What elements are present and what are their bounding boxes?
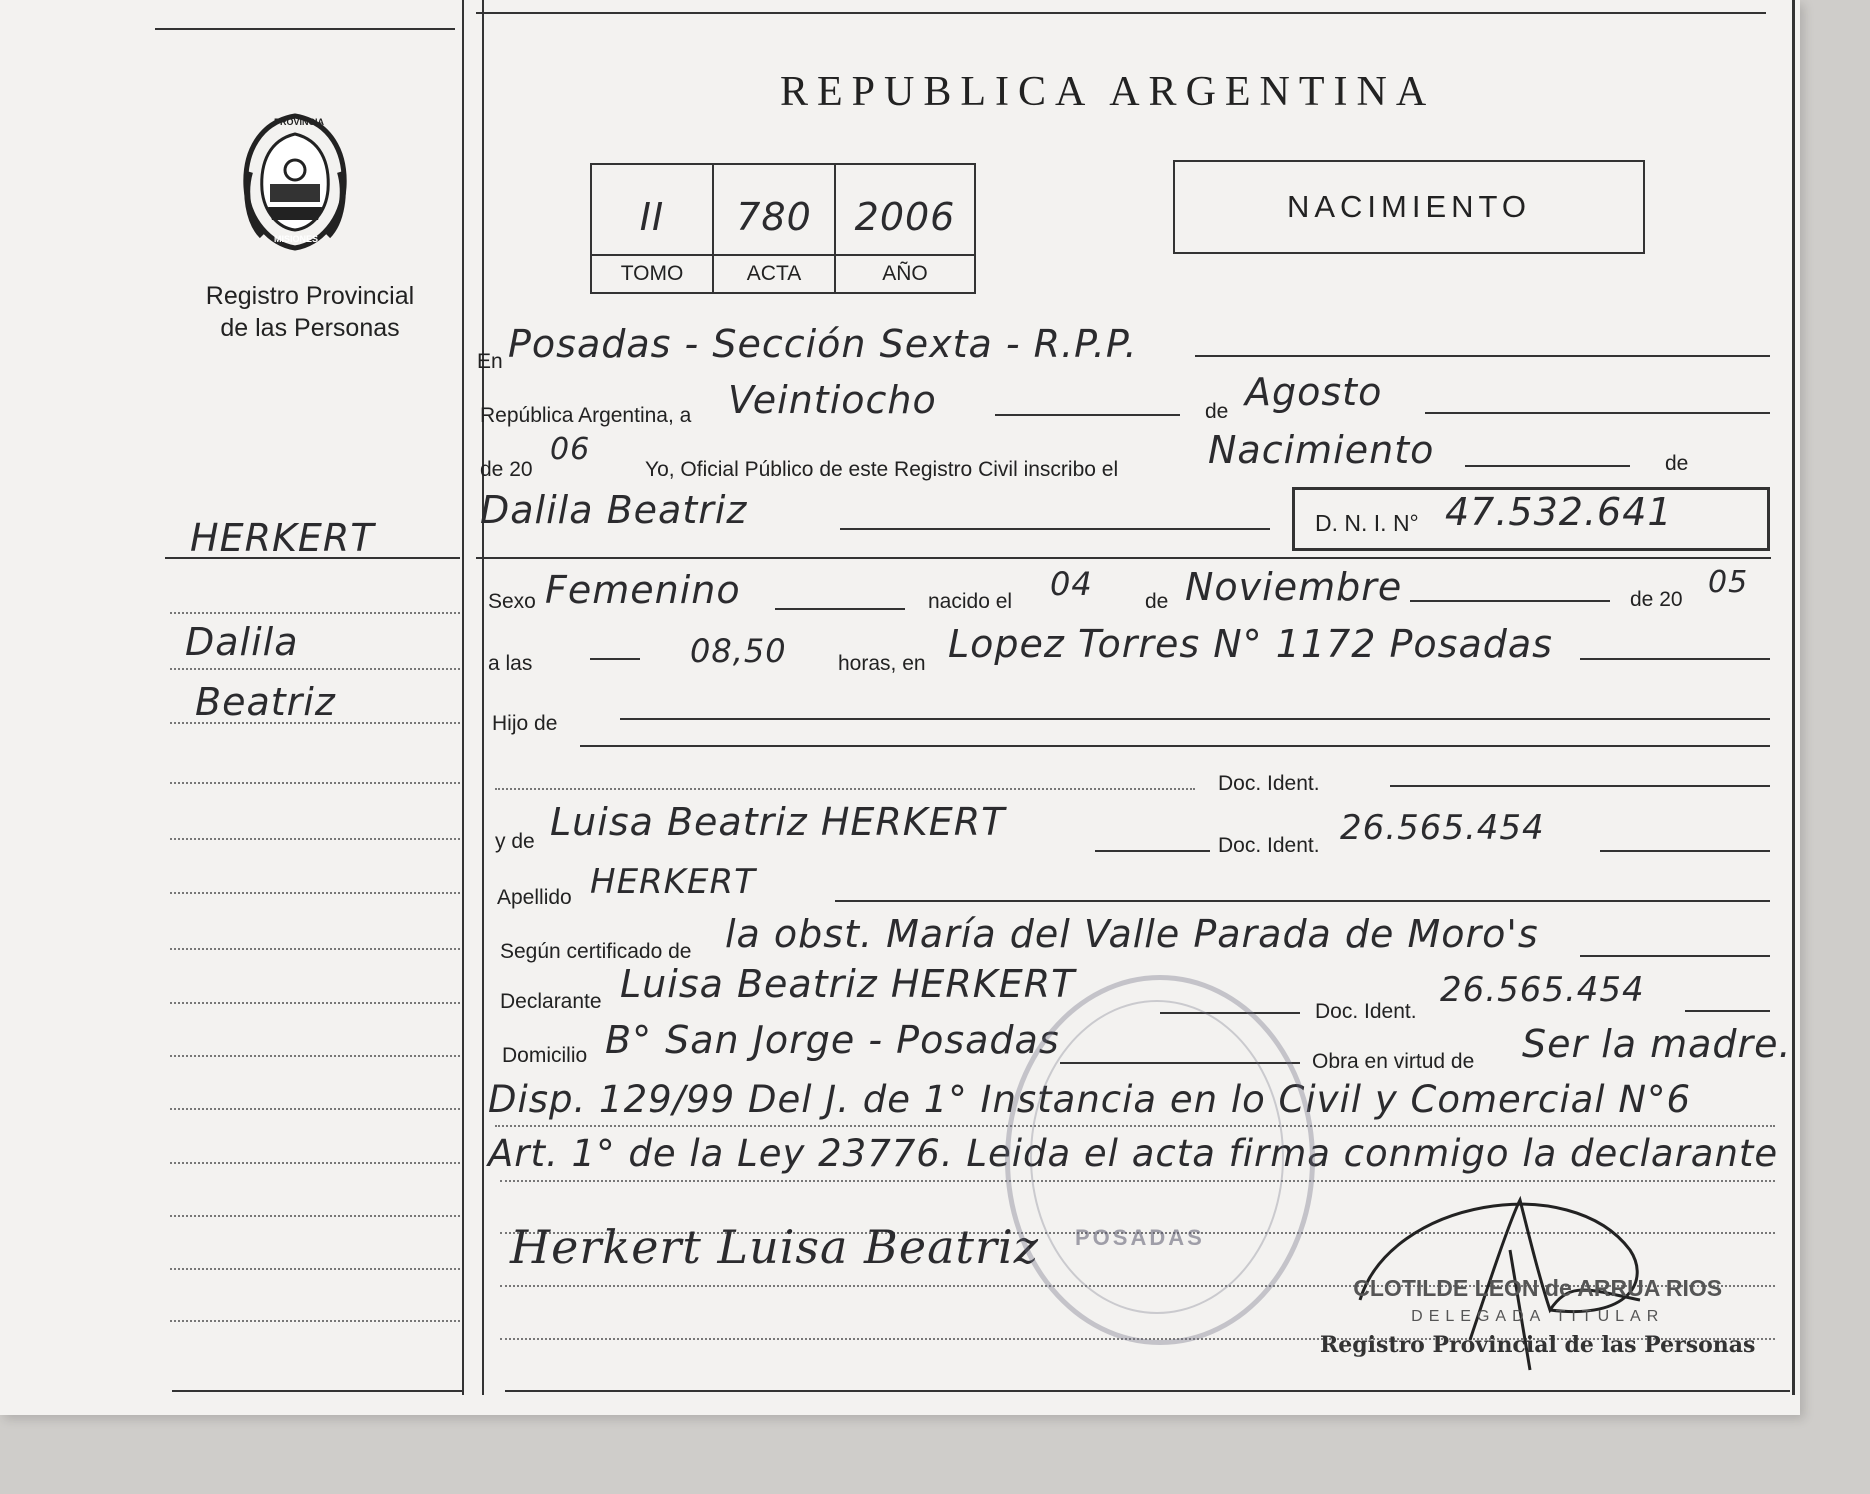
line9-rule-a	[1095, 850, 1210, 852]
seal-bottom-text: MISIONES	[274, 234, 319, 244]
margin-surname: HERKERT	[190, 516, 375, 560]
acta-value: 780	[736, 195, 812, 239]
line8-rule	[1390, 785, 1770, 787]
official-name: CLOTILDE LEON de ARRUA RIOS	[1353, 1275, 1723, 1301]
month-value: Agosto	[1245, 370, 1383, 414]
dni-value: 47.532.641	[1445, 490, 1673, 534]
day-value: Veintiocho	[728, 378, 937, 422]
main-left-border	[482, 0, 484, 1395]
province-seal-icon	[240, 112, 350, 252]
registry-number-box	[590, 163, 976, 294]
section-rule	[476, 557, 1771, 559]
line10-rule	[835, 900, 1770, 902]
hijo-rule-b	[580, 745, 1770, 747]
registry-name	[180, 280, 440, 344]
record-type-box: NACIMIENTO	[1173, 160, 1645, 254]
domicilio-value: B° San Jorge - Posadas	[605, 1018, 1060, 1062]
official-stamp-inner	[1030, 1000, 1284, 1314]
main-bottom-rule	[505, 1390, 1790, 1392]
acta-cell	[714, 165, 836, 292]
margin-surname-rule	[165, 557, 460, 559]
birth-day: 04	[1050, 565, 1093, 603]
dni-box	[1292, 487, 1770, 551]
margin-top-rule	[155, 28, 455, 30]
docident-label3: Doc. Ident.	[1315, 1000, 1417, 1023]
line6-rule-a	[590, 658, 640, 660]
line12-rule-b	[1685, 1010, 1770, 1012]
official-title: DELEGADA TITULAR	[1411, 1308, 1665, 1325]
obra-label: Obra en virtud de	[1312, 1050, 1475, 1073]
de20-label2: de 20	[1630, 588, 1683, 611]
birth-month: Noviembre	[1185, 565, 1403, 609]
place-value: Lopez Torres N° 1172 Posadas	[948, 622, 1553, 666]
republica-label: República Argentina, a	[480, 404, 692, 427]
official-stamp-block	[1320, 1275, 1755, 1358]
obra-value: Ser la madre.	[1522, 1022, 1792, 1066]
anio-value: 2006	[854, 195, 956, 239]
main-top-rule	[476, 12, 1766, 14]
de-label2: de	[1665, 452, 1689, 475]
province-seal	[240, 112, 350, 252]
nacido-label: nacido el	[928, 590, 1013, 613]
anio-cell	[836, 165, 974, 292]
person-value: Dalila Beatriz	[480, 488, 748, 532]
tomo-value: II	[639, 195, 665, 239]
line5-rule-a	[775, 608, 905, 610]
year-value: 06	[550, 432, 591, 467]
hijo-label: Hijo de	[492, 712, 558, 735]
margin-name1: Dalila	[185, 620, 299, 664]
line5-rule-b	[1410, 600, 1610, 602]
country-title: REPUBLICA ARGENTINA	[780, 69, 1436, 115]
inscribe-value: Nacimiento	[1208, 428, 1435, 472]
line6-rule-b	[1580, 658, 1770, 660]
apellido-label: Apellido	[497, 886, 572, 909]
line1-rule	[1195, 355, 1770, 357]
mother-value: Luisa Beatriz HERKERT	[550, 800, 1006, 844]
en-value: Posadas - Sección Sexta - R.P.P.	[508, 322, 1138, 366]
note-line1: Disp. 129/99 Del J. de 1° Instancia en lo Civil y Comercial N°6	[488, 1078, 1692, 1121]
de-label: de	[1205, 400, 1229, 423]
hour-value: 08,50	[690, 632, 787, 670]
docident-label: Doc. Ident.	[1218, 772, 1320, 795]
stamp-text: POSADAS	[1075, 1225, 1205, 1250]
de20-label: de 20	[480, 458, 533, 481]
declarante-label: Declarante	[500, 990, 602, 1013]
registry-name-line1: Registro Provincial	[205, 282, 415, 310]
sexo-label: Sexo	[488, 590, 536, 613]
line11-rule	[1580, 955, 1770, 957]
declarant-signature: Herkert Luisa Beatriz	[510, 1220, 1039, 1274]
domicilio-label: Domicilio	[502, 1044, 588, 1067]
line4-rule	[840, 528, 1270, 530]
seal-top-text: PROVINCIA	[274, 117, 325, 127]
tomo-label: TOMO	[592, 254, 712, 292]
hijo-rule-a	[620, 718, 1770, 720]
apellido-value: HERKERT	[590, 862, 756, 902]
segun-value: la obst. María del Valle Parada de Moro's	[725, 912, 1539, 956]
registry-name-line2: de las Personas	[220, 314, 400, 342]
birth-year: 05	[1708, 565, 1749, 600]
alas-label: a las	[488, 652, 533, 675]
main-right-border	[1792, 0, 1795, 1395]
mother-doc: 26.565.454	[1340, 808, 1545, 848]
line2-rule-a	[995, 414, 1180, 416]
yo-label: Yo, Oficial Público de este Registro Civil inscribo el	[645, 458, 1119, 481]
margin-bottom-rule	[172, 1390, 462, 1392]
line9-rule-b	[1600, 850, 1770, 852]
declarante-value: Luisa Beatriz HERKERT	[620, 962, 1076, 1006]
horas-label: horas, en	[838, 652, 926, 675]
line2-rule-b	[1425, 412, 1770, 414]
sexo-value: Femenino	[545, 568, 741, 612]
note-line2: Art. 1° de la Ley 23776. Leida el acta firma conmigo la declarante	[488, 1132, 1779, 1175]
dni-label: D. N. I. N°	[1315, 510, 1419, 536]
de-label3: de	[1145, 590, 1169, 613]
yde-label: y de	[495, 830, 535, 853]
tomo-cell	[592, 165, 714, 292]
segun-label: Según certificado de	[500, 940, 692, 963]
official-org: Registro Provincial de las Personas	[1320, 1332, 1756, 1358]
en-label: En	[477, 350, 503, 373]
acta-label: ACTA	[714, 254, 834, 292]
line8-dotrule	[495, 788, 1195, 790]
margin-name2: Beatriz	[195, 680, 336, 724]
anio-label: AÑO	[836, 254, 974, 292]
declarante-doc: 26.565.454	[1440, 970, 1645, 1010]
line3-rule	[1465, 465, 1630, 467]
docident-label2: Doc. Ident.	[1218, 834, 1320, 857]
margin-divider	[462, 0, 464, 1395]
